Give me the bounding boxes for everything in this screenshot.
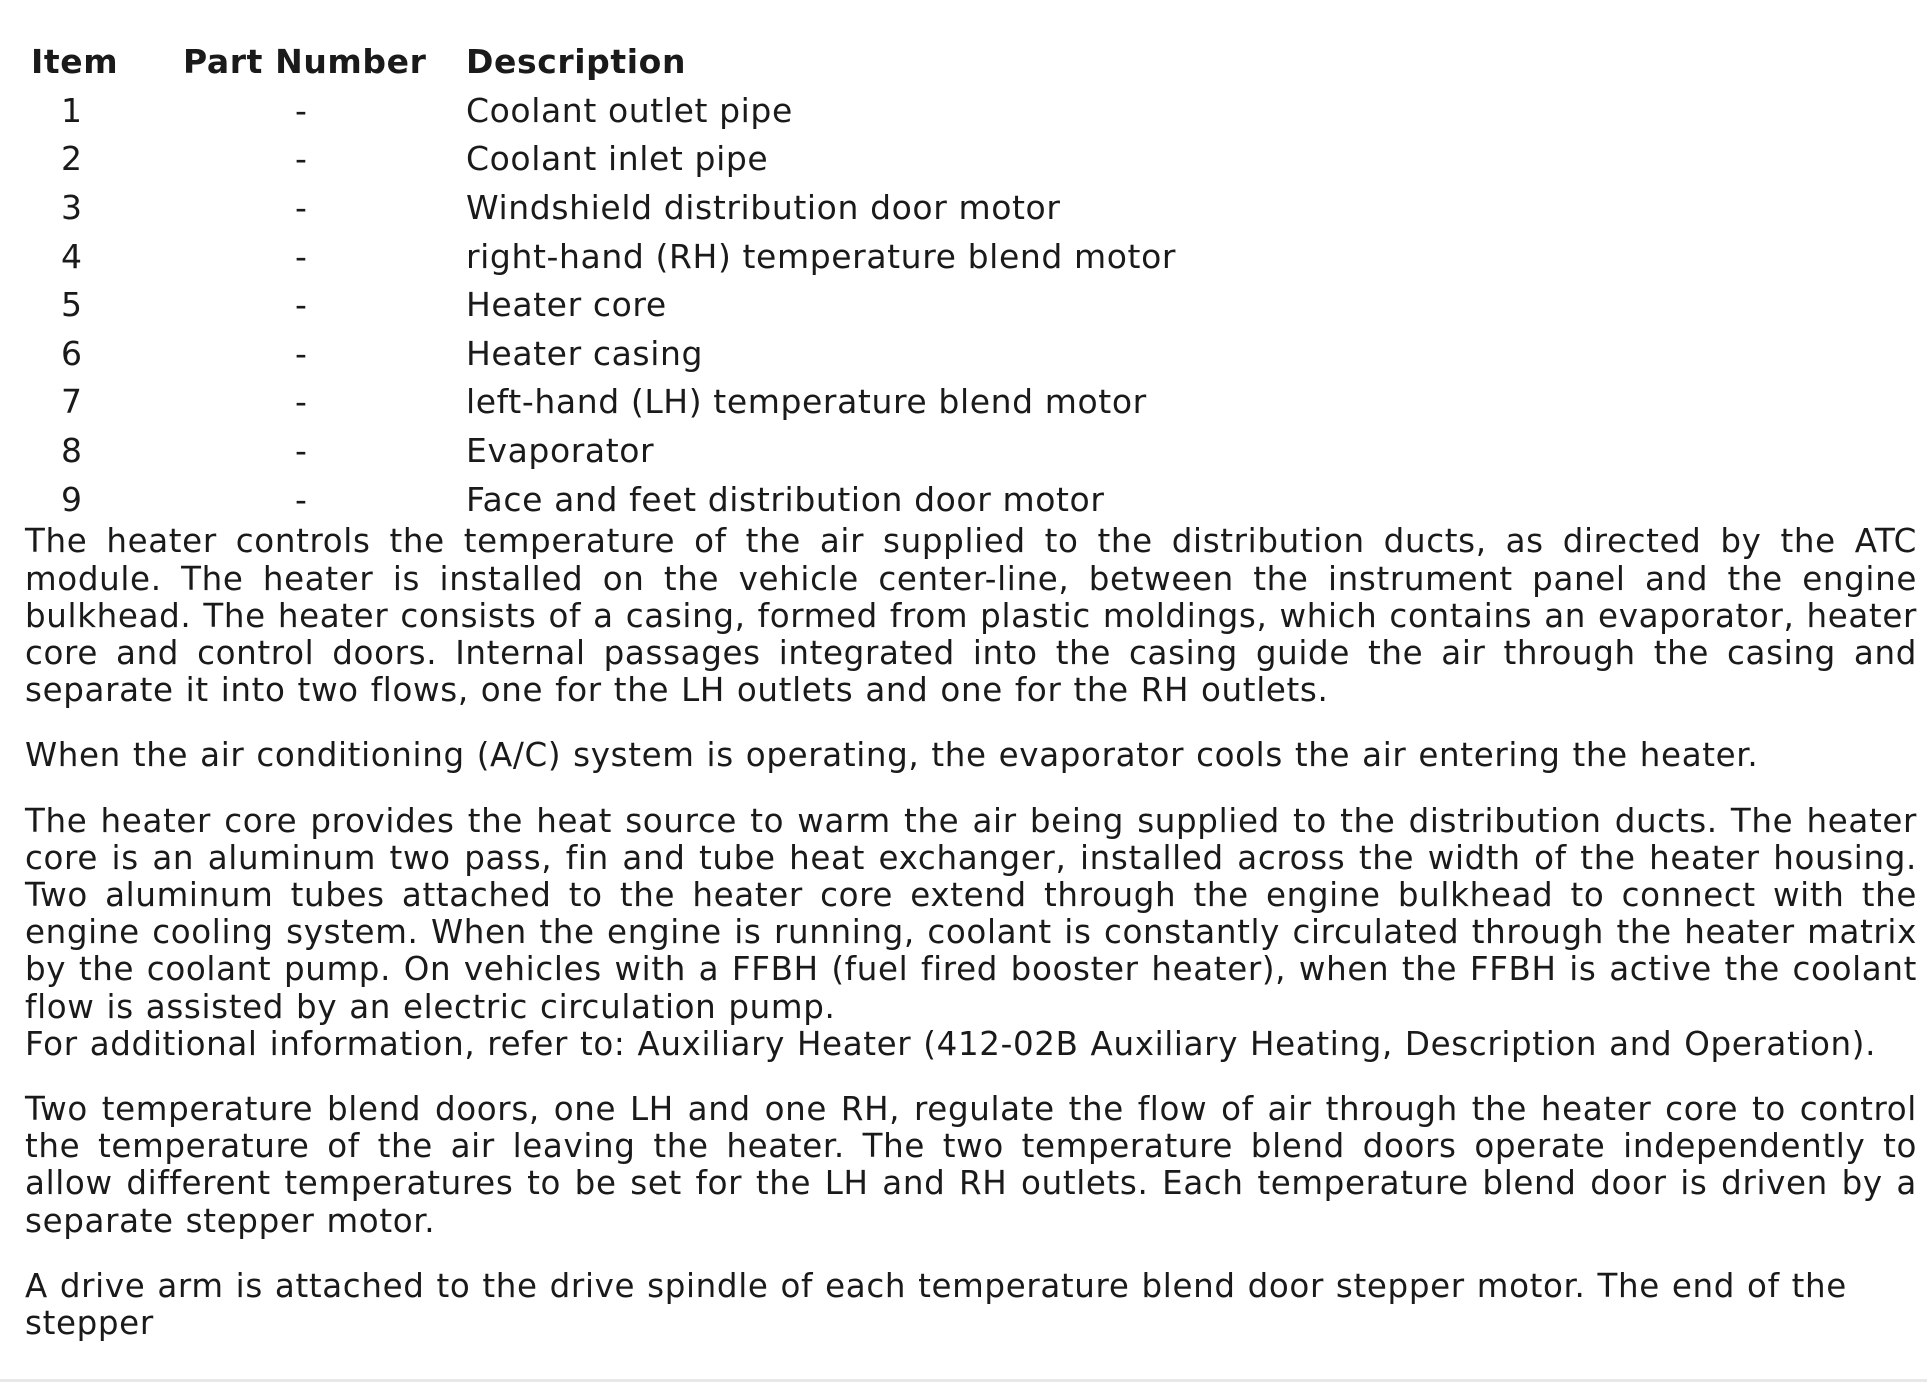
header-item: Item <box>31 41 119 81</box>
header-description: Description <box>466 41 687 81</box>
item-number: 9 <box>61 479 83 519</box>
item-description: Heater casing <box>466 333 704 373</box>
part-number: - <box>295 333 308 373</box>
paragraph-evaporator: When the air conditioning (A/C) system is operating, the evaporator cools the air entering the heater. <box>25 736 1759 775</box>
item-description: left-hand (LH) temperature blend motor <box>466 382 1147 422</box>
part-number: - <box>295 90 308 130</box>
item-description: Heater core <box>466 285 667 325</box>
paragraph-reference: For additional information, refer to: Auxiliary Heater (412-02B Auxiliary Heating, Description and Operation). <box>25 1024 1877 1063</box>
document-page <box>25 36 1917 1370</box>
item-description: right-hand (RH) temperature blend motor <box>466 236 1177 276</box>
item-number: 8 <box>61 430 83 470</box>
item-number: 7 <box>61 382 83 422</box>
parts-table <box>25 36 1176 523</box>
table-row <box>25 475 1176 524</box>
item-number: 2 <box>61 139 83 179</box>
part-number: - <box>295 430 308 470</box>
item-description: Windshield distribution door motor <box>466 187 1061 227</box>
table-row <box>25 86 1176 135</box>
part-number: - <box>295 236 308 276</box>
table-row <box>25 232 1176 281</box>
paragraph-heater-core: The heater core provides the heat source to warm the air being supplied to the distribution ducts. The heater core is an aluminum two pass, fin and tube heat exchanger, installed across the width of the heater housing. Two aluminum tubes attached to the heater core extend through the engine bulkhead to connect with the engine cooling system. When the engine is running, coolant is constantly circulated through the heater matrix by the coolant pump. On vehicles with a FFBH (fuel fired booster heater), when the FFBH is active the coolant flow is assisted by an electric circulation pump. <box>25 801 1917 1026</box>
paragraph-drive-arm: A drive arm is attached to the drive spindle of each temperature blend door stepper motor. The end of the stepper <box>25 1266 1847 1342</box>
item-description: Face and feet distribution door motor <box>466 479 1105 519</box>
table-row <box>25 183 1176 232</box>
item-number: 5 <box>61 285 83 325</box>
item-number: 6 <box>61 333 83 373</box>
item-description: Evaporator <box>466 430 655 470</box>
item-description: Coolant outlet pipe <box>466 90 793 130</box>
item-number: 1 <box>61 90 83 130</box>
table-row <box>25 426 1176 475</box>
item-description: Coolant inlet pipe <box>466 139 769 179</box>
part-number: - <box>295 479 308 519</box>
header-part-number: Part Number <box>183 41 427 81</box>
table-row <box>25 329 1176 378</box>
part-number: - <box>295 139 308 179</box>
body-text <box>25 523 1917 1342</box>
table-row <box>25 280 1176 329</box>
table-header-row <box>25 36 1176 86</box>
item-number: 4 <box>61 236 83 276</box>
paragraph-blend-doors: Two temperature blend doors, one LH and one RH, regulate the flow of air through the heater core to control the temperature of the air leaving the heater. The two temperature blend doors operate independently to allow different temperatures to be set for the LH and RH outlets. Each temperature blend door is driven by a separate stepper motor. <box>25 1089 1917 1240</box>
part-number: - <box>295 187 308 227</box>
item-number: 3 <box>61 187 83 227</box>
table-row <box>25 135 1176 184</box>
paragraph-heater-overview: The heater controls the temperature of the air supplied to the distribution ducts, as directed by the ATC module. The heater is installed on the vehicle center-line, between the instrument panel and the engine bulkhead. The heater consists of a casing, formed from plastic moldings, which contains an evaporator, heater core and control doors. Internal passages integrated into the casing guide the air through the casing and separate it into two flows, one for the LH outlets and one for the RH outlets. <box>25 522 1917 710</box>
table-row <box>25 378 1176 427</box>
part-number: - <box>295 382 308 422</box>
part-number: - <box>295 285 308 325</box>
